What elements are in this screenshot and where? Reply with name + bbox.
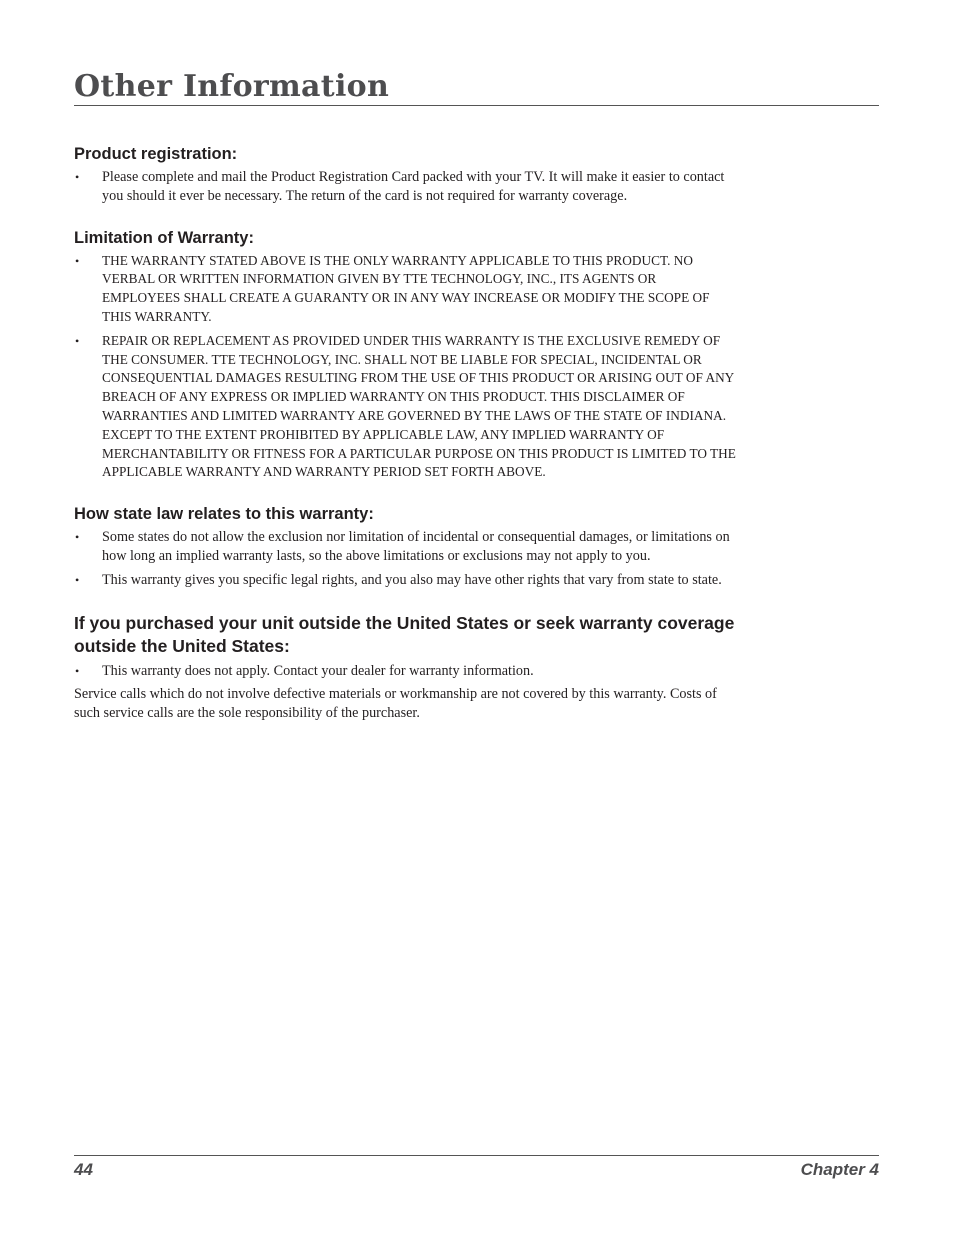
bullet-glyph: •	[75, 572, 80, 587]
list-item	[74, 168, 736, 206]
page-number: 44	[74, 1160, 93, 1179]
list-item	[74, 332, 736, 482]
list-item	[74, 662, 736, 681]
bullet-glyph: •	[75, 530, 80, 545]
section-heading: Limitation of Warranty:	[74, 228, 254, 247]
list-item-text: Please complete and mail the Product Registration Card packed with your TV. It will make it easier to contact you should it ever be necessary. The return of the card is not required for warranty coverage.	[102, 169, 725, 204]
section-heading: If you purchased your unit outside the United States or seek warranty coverage outside the United States:	[74, 612, 735, 656]
list-item-text: Some states do not allow the exclusion nor limitation of incidental or consequential damages, or limitations on how long an implied warranty lasts, so the above limitations or exclusions may not apply to you.	[102, 529, 730, 564]
chapter-label: Chapter 4	[800, 1160, 879, 1179]
bullet-glyph: •	[75, 253, 80, 268]
section-limitation-of-warranty	[74, 228, 736, 483]
bullet-list	[74, 528, 736, 589]
section-outside-us	[74, 612, 736, 724]
list-item-text: REPAIR OR REPLACEMENT AS PROVIDED UNDER THIS WARRANTY IS THE EXCLUSIVE REMEDY OF THE CONSUMER. TTE TECHNOLOGY, INC. SHALL NOT BE LIABLE FOR SPECIAL, INCIDENTAL OR CONSEQUENTIAL DAMAGES RESULTING FROM THE USE OF THIS PRODUCT OR ARISING OUT OF ANY BREACH OF ANY EXPRESS OR IMPLIED WARRANTY ON THIS PRODUCT. THIS DISCLAIMER OF WARRANTIES AND LIMITED WARRANTY ARE GOVERNED BY THE LAWS OF THE STATE OF INDIANA. EXCEPT TO THE EXTENT PROHIBITED BY APPLICABLE LAW, ANY IMPLIED WARRANTY OF MERCHANTABILITY OR FITNESS FOR A PARTICULAR PURPOSE ON THIS PRODUCT IS LIMITED TO THE APPLICABLE WARRANTY AND WARRANTY PERIOD SET FORTH ABOVE.	[102, 332, 736, 480]
list-item-text: This warranty does not apply. Contact your dealer for warranty information.	[102, 662, 534, 679]
section-product-registration	[74, 144, 736, 206]
page-title: Other Information	[74, 69, 390, 104]
list-item	[74, 252, 736, 327]
bullet-glyph: •	[75, 170, 80, 184]
list-item-text: This warranty gives you specific legal rights, and you also may have other rights that vary from state to state.	[102, 571, 722, 588]
section-heading: Product registration:	[74, 145, 238, 163]
bullet-list	[74, 662, 736, 681]
bullet-list	[74, 168, 736, 206]
service-calls-note: Service calls which do not involve defective materials or workmanship are not covered by this warranty. Costs of such service calls are the sole responsibility of the purchaser.	[74, 686, 717, 722]
list-item	[74, 571, 736, 590]
bullet-list	[74, 252, 736, 483]
bullet-glyph: •	[75, 663, 80, 678]
section-state-law	[74, 504, 736, 589]
list-item-text: THE WARRANTY STATED ABOVE IS THE ONLY WARRANTY APPLICABLE TO THIS PRODUCT. NO VERBAL OR WRITTEN INFORMATION GIVEN BY TTE TECHNOLOGY, INC., ITS AGENTS OR EMPLOYEES SHALL CREATE A GUARANTY OR IN ANY WAY INCREASE OR MODIFY THE SCOPE OF THIS WARRANTY.	[102, 252, 710, 324]
bullet-glyph: •	[75, 333, 80, 348]
section-heading: How state law relates to this warranty:	[74, 505, 374, 524]
list-item	[74, 528, 736, 566]
title-divider	[74, 105, 879, 106]
footer-divider	[74, 1155, 879, 1156]
main-content	[74, 144, 736, 745]
